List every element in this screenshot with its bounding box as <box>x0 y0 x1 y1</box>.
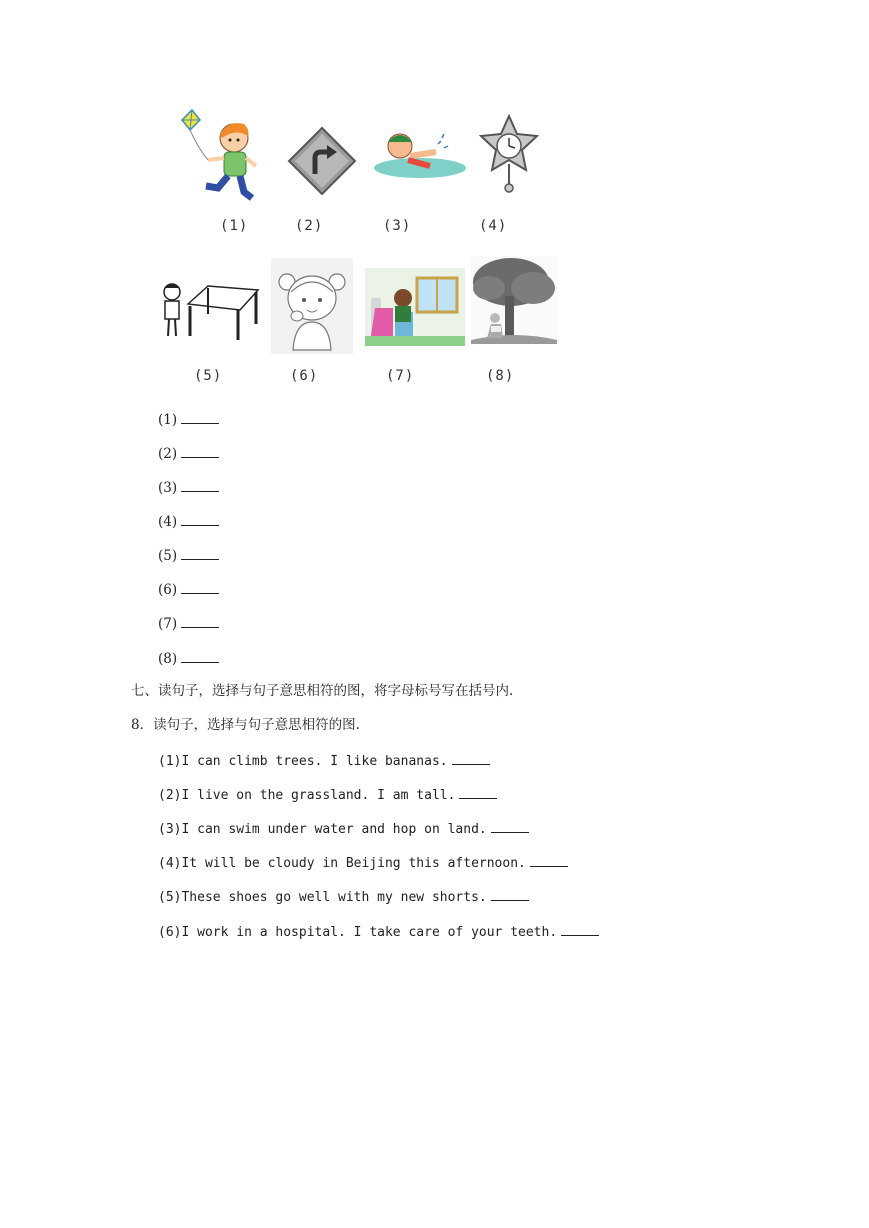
girl-under-tree-picture <box>471 256 557 344</box>
picture-label-1: (1) <box>220 218 249 234</box>
swimmer-picture <box>372 126 468 182</box>
answer-blank-4[interactable] <box>181 511 219 526</box>
boy-at-window-picture <box>365 268 465 346</box>
sentence-blank-2[interactable] <box>459 784 497 799</box>
picture-label-6: (6) <box>290 368 319 384</box>
turn-right-sign-picture <box>287 126 357 196</box>
answer-item-7: (7) <box>158 613 219 633</box>
answer-item-1: (1) <box>158 409 219 429</box>
picture-label-7: (7) <box>386 368 415 384</box>
answer-item-6: (6) <box>158 579 219 599</box>
picture-label-2: (2) <box>295 218 324 234</box>
sentence-blank-5[interactable] <box>491 886 529 901</box>
sentence-1: (1)I can climb trees. I like bananas. <box>158 750 490 771</box>
picture-label-4: (4) <box>479 218 508 234</box>
picture-label-5: (5) <box>194 368 223 384</box>
star-clock-picture <box>478 114 540 196</box>
answer-item-8: (8) <box>158 648 219 668</box>
sentence-2: (2)I live on the grassland. I am tall. <box>158 784 497 805</box>
answer-item-5: (5) <box>158 545 219 565</box>
answer-blank-5[interactable] <box>181 545 219 560</box>
answer-blank-7[interactable] <box>181 613 219 628</box>
answer-blank-6[interactable] <box>181 579 219 594</box>
answer-blank-1[interactable] <box>181 409 219 424</box>
girl-sketch-picture <box>271 258 353 354</box>
picture-label-3: (3) <box>383 218 412 234</box>
answer-blank-8[interactable] <box>181 648 219 663</box>
sentence-blank-1[interactable] <box>452 750 490 765</box>
sentence-4: (4)It will be cloudy in Beijing this afternoon. <box>158 852 568 873</box>
sentence-5: (5)These shoes go well with my new shorts. <box>158 886 529 907</box>
answer-item-4: (4) <box>158 511 219 531</box>
answer-blank-2[interactable] <box>181 443 219 458</box>
sentence-blank-3[interactable] <box>491 818 529 833</box>
answer-item-3: (3) <box>158 477 219 497</box>
boy-and-table-picture <box>160 278 260 342</box>
sentence-blank-4[interactable] <box>530 852 568 867</box>
answer-blank-3[interactable] <box>181 477 219 492</box>
sentence-3: (3)I can swim under water and hop on land. <box>158 818 529 839</box>
question-title: 8．读句子，选择与句子意思相符的图. <box>131 717 360 733</box>
sentence-blank-6[interactable] <box>561 921 599 936</box>
sentence-6: (6)I work in a hospital. I take care of your teeth. <box>158 921 599 942</box>
kite-boy-picture <box>178 108 264 204</box>
answer-item-2: (2) <box>158 443 219 463</box>
section-heading: 七、读句子，选择与句子意思相符的图，将字母标号写在括号内. <box>131 683 514 699</box>
picture-label-8: (8) <box>486 368 515 384</box>
